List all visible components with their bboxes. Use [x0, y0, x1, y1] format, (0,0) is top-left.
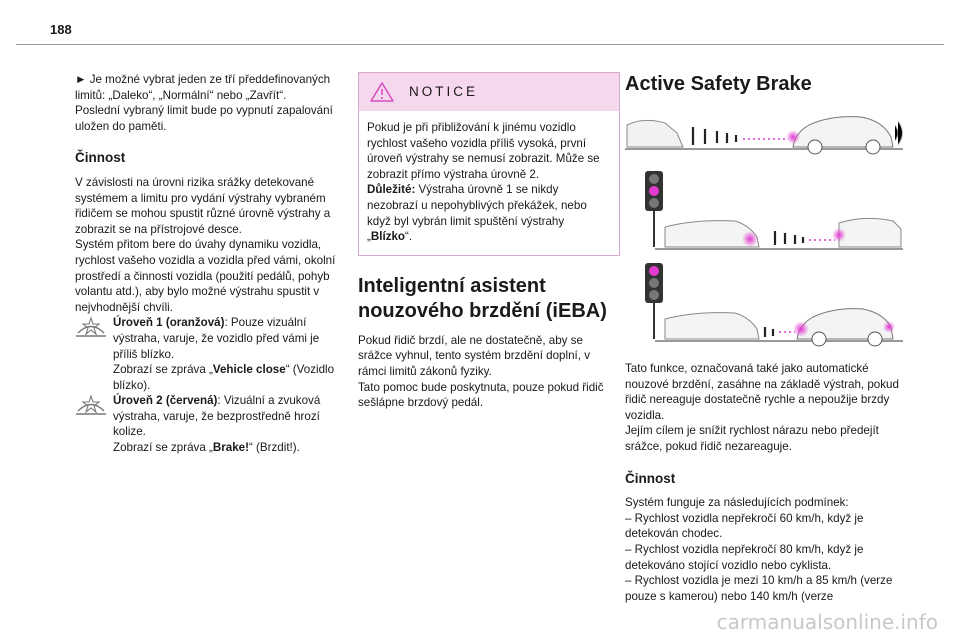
- section-heading-asb: Active Safety Brake: [625, 73, 812, 95]
- message-text: Zobrazí se zpráva „: [113, 363, 213, 377]
- body-paragraph: Tato funkce, označovaná také jako automatické nouzové brzdění, zasáhne na základě výstrah, pokud řidič nereaguje dostatečně rychle a nepoužije brzdy vozidla.: [625, 362, 899, 422]
- illustration-car-approaching: [625, 107, 903, 157]
- header-rule: [16, 44, 944, 45]
- level2-text: : Vizuální a zvuková výstraha, varuje, že bezprostředně hrozí kolize.: [113, 394, 321, 439]
- condition-line: – Rychlost vozidla nepřekročí 80 km/h, když je detekováno stojící vozidlo nebo cyklista.: [625, 542, 864, 572]
- body-paragraph: Pokud řidič brzdí, ale ne dostatečně, aby se srážce vyhnul, tento systém brzdění doplní, v rámci limitů zákonů fyziky.: [358, 333, 590, 378]
- illustration-level2-brake: [625, 261, 903, 347]
- watermark: carmanualsonline.info: [716, 610, 938, 634]
- illustration-level1-warning: [625, 169, 903, 255]
- section-heading-ieba: Inteligentní asistent nouzového brzdění (iEBA): [358, 274, 607, 322]
- alert-level-2: [75, 393, 343, 455]
- alert-level-1: [75, 315, 343, 393]
- body-paragraph: Tato pomoc bude poskytnuta, pouze pokud řidič sešlápne brzdový pedál.: [358, 380, 604, 410]
- important-text: Výstraha úrovně 1 se nikdy nezobrazí u nepohyblivých překážek, nebo když byl vybrán limit spuštění výstrahy „: [367, 183, 587, 244]
- important-bold: Blízko: [370, 230, 406, 244]
- traffic-light-icon: [645, 171, 663, 247]
- condition-line: Systém funguje za následujících podmínek:: [625, 496, 849, 510]
- body-paragraph: Systém přitom bere do úvahy dynamiku vozidla, rychlost vašeho vozidla a vozidla před vámi, okolní prostředí a činnosti vozidla (použití pedálů, pohyb volantu atd.), aby bylo možné výstrahu spustit v nejvhodnější chvíli.: [75, 238, 336, 314]
- notice-title: NOTICE: [409, 84, 479, 100]
- message-name: Vehicle close: [212, 363, 286, 377]
- level1-name: Úroveň 1 (oranžová): [113, 316, 225, 330]
- body-paragraph: Jejím cílem je snížit rychlost nárazu nebo předejít srážce, pokud řidič nezareaguje.: [625, 424, 879, 453]
- section-heading: Činnost: [625, 470, 676, 486]
- column-middle: [358, 72, 620, 411]
- message-name: Brake!: [212, 441, 249, 455]
- important-label: Důležité:: [367, 183, 416, 197]
- alert-level1-icon: [75, 316, 107, 338]
- message-text: “ (Vozidlo blízko).: [113, 363, 335, 392]
- notice-box: [358, 72, 620, 256]
- column-right: [625, 72, 915, 604]
- page-number: 188: [50, 22, 72, 37]
- column-left: [75, 72, 343, 456]
- message-text: “ (Brzdit!).: [248, 441, 300, 455]
- condition-line: – Rychlost vozidla nepřekročí 60 km/h, když je detekován chodec.: [625, 511, 864, 541]
- level1-text: : Pouze vizuální výstraha, varuje, že vozidlo před vámi je příliš blízko.: [113, 316, 320, 361]
- condition-line: – Rychlost vozidla je mezi 10 km/h a 85 km/h (verze pouze s kamerou) nebo 140 km/h (verze: [625, 574, 893, 603]
- warning-triangle-icon: [369, 81, 395, 103]
- body-paragraph: V závislosti na úrovni rizika srážky detekované systémem a limitu pro vydání výstrahy vybraném řidičem se mohou spustit různé úrovně výstrahy a zobrazit se na přístrojové desce.: [75, 175, 331, 236]
- level2-name: Úroveň 2 (červená): [113, 394, 218, 408]
- intro-paragraph: Poslední vybraný limit bude po vypnutí zapalování uložen do paměti.: [75, 104, 333, 133]
- intro-paragraph: ► Je možné vybrat jeden ze tří předdefinovaných limitů: „Daleko“, „Normální“ nebo „Zavřít“.: [75, 73, 331, 102]
- notice-header: [359, 73, 619, 111]
- alert-level2-icon: [75, 394, 107, 416]
- section-heading: Činnost: [75, 150, 126, 166]
- traffic-light-icon: [645, 263, 663, 339]
- message-text: Zobrazí se zpráva „: [113, 441, 213, 455]
- notice-text: Pokud je při přibližování k jinému vozidlo rychlost vašeho vozidla příliš vysoká, první úroveň výstrahy se nemusí zobrazit. Může se zobrazit přímo výstraha úrovně 2.: [367, 121, 600, 181]
- notice-body: [359, 111, 619, 255]
- important-end: “.: [405, 230, 413, 244]
